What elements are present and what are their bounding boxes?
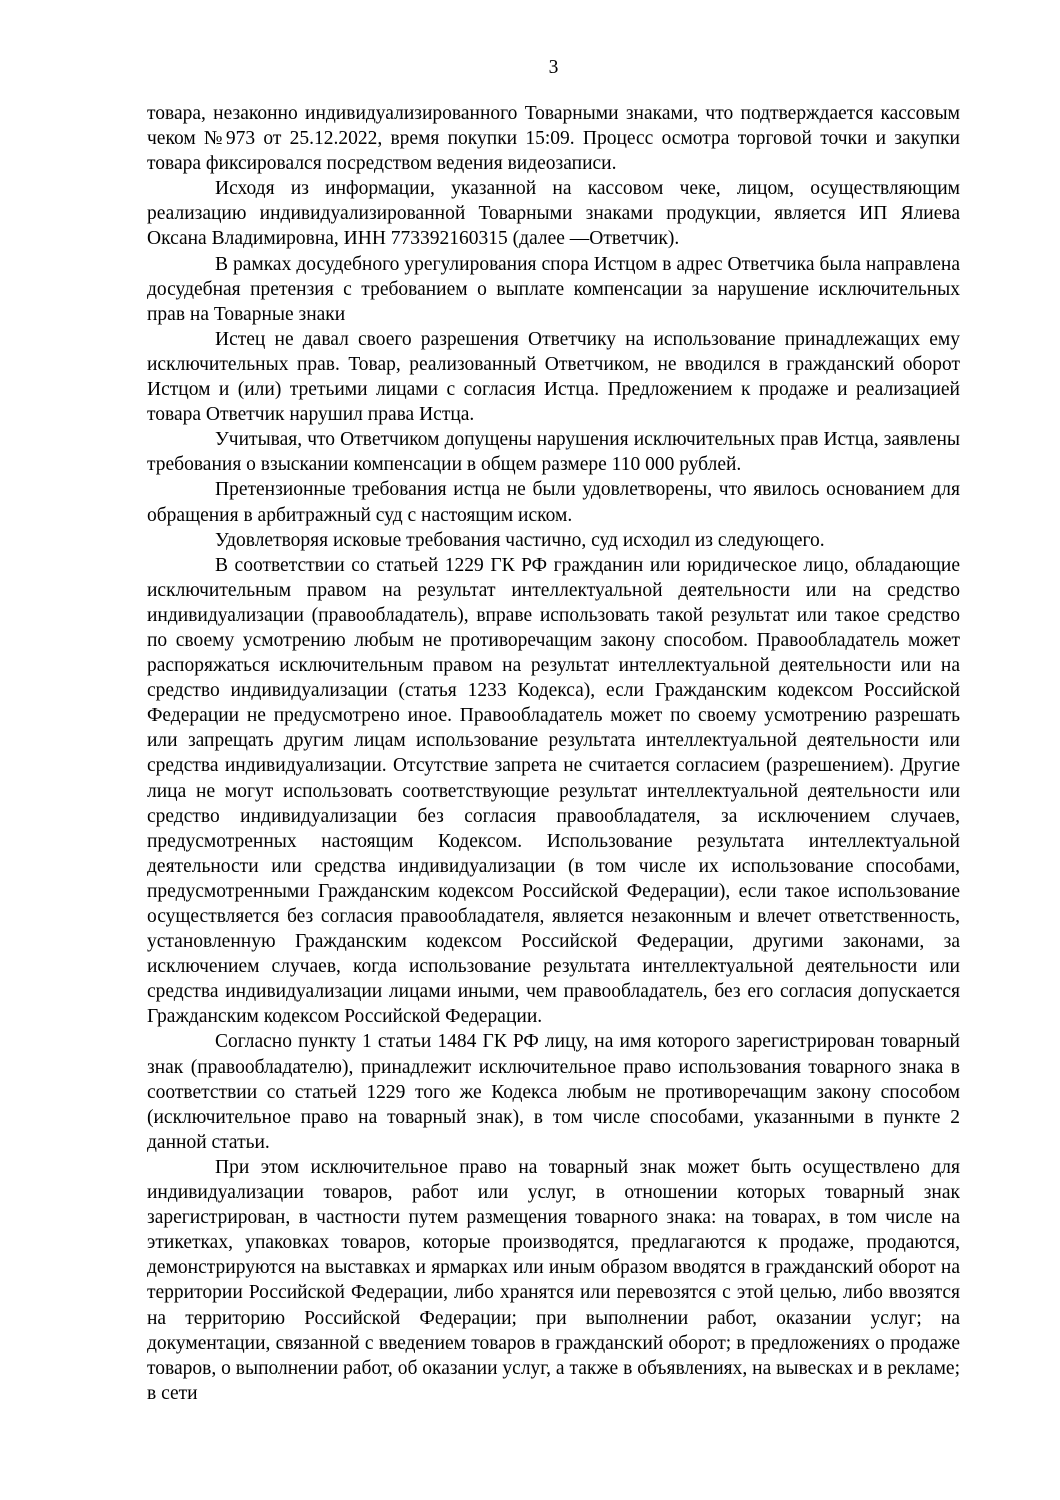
paragraph: Претензионные требования истца не были удовлетворены, что явилось основанием для обращения в арбитражный суд с настоящим иском.: [147, 479, 960, 526]
page-number: 3: [548, 57, 559, 78]
paragraph: Согласно пункту 1 статьи 1484 ГК РФ лицу, на имя которого зарегистрирован товарный знак (правообладателю), принадлежит исключительное право использования товарного знака в соответствии со статьей 1229 того же Кодекса любым не противоречащим закону способом (исключительное право на товарный знак), в том числе способами, указанными в пункте 2 данной статьи.: [147, 1031, 960, 1153]
paragraph: В соответствии со статьей 1229 ГК РФ гражданин или юридическое лицо, обладающие исключительным правом на результат интеллектуальной деятельности или на средство индивидуализации (правообладатель), вправе использовать такой результат или такое средство по своему усмотрению любым не противоречащим закону способом. Правообладатель может распоряжаться исключительным правом на результат интеллектуальной деятельности или на средство индивидуализации (статья 1233 Кодекса), если Гражданским кодексом Российской Федерации не предусмотрено иное. Правообладатель может по своему усмотрению разрешать или запрещать другим лицам использование результата интеллектуальной деятельности или средства индивидуализации. Отсутствие запрета не считается согласием (разрешением). Другие лица не могут использовать соответствующие результат интеллектуальной деятельности или средство индивидуализации без согласия правообладателя, за исключением случаев, предусмотренных настоящим Кодексом. Использование результата интеллектуальной деятельности или средства индивидуализации (в том числе их использование способами, предусмотренными Гражданским кодексом Российской Федерации), если такое использование осуществляется без согласия правообладателя, является незаконным и влечет ответственность, установленную Гражданским кодексом Российской Федерации, другими законами, за исключением случаев, когда использование результата интеллектуальной деятельности или средства индивидуализации лицами иными, чем правообладатель, без его согласия допускается Гражданским кодексом Российской Федерации.: [147, 554, 960, 1028]
paragraph: Учитывая, что Ответчиком допущены нарушения исключительных прав Истца, заявлены требования о взыскании компенсации в общем размере 110 000 рублей.: [147, 429, 960, 476]
paragraph: В рамках досудебного урегулирования спора Истцом в адрес Ответчика была направлена досудебная претензия с требованием о выплате компенсации за нарушение исключительных прав на Товарные знаки: [147, 253, 960, 325]
paragraph: Исходя из информации, указанной на кассовом чеке, лицом, осуществляющим реализацию индивидуализированной Товарными знаками продукции, является ИП Ялиева Оксана Владимировна, ИНН 773392160315 (далее —Ответчик).: [147, 178, 960, 250]
document-body: [147, 101, 960, 1406]
paragraph: Удовлетворяя исковые требования частично, суд исходил из следующего.: [215, 529, 825, 551]
paragraph-continuation: товара, незаконно индивидуализированного Товарными знаками, что подтверждается кассовым чеком №973 от 25.12.2022, время покупки 15:09. Процесс осмотра торговой точки и закупки товара фиксировался посредством ведения видеозаписи.: [147, 103, 960, 175]
paragraph: Истец не давал своего разрешения Ответчику на использование принадлежащих ему исключительных прав. Товар, реализованный Ответчиком, не вводился в гражданский оборот Истцом и (или) третьими лицами с согласия Истца. Предложением к продаже и реализацией товара Ответчик нарушил права Истца.: [147, 328, 960, 426]
paragraph: При этом исключительное право на товарный знак может быть осуществлено для индивидуализации товаров, работ или услуг, в отношении которых товарный знак зарегистрирован, в частности путем размещения товарного знака: на товарах, в том числе на этикетках, упаковках товаров, которые производятся, предлагаются к продаже, продаются, демонстрируются на выставках и ярмарках или иным образом вводятся в гражданский оборот на территории Российской Федерации, либо хранятся или перевозятся с этой целью, либо ввозятся на территорию Российской Федерации; при выполнении работ, оказании услуг; на документации, связанной с введением товаров в гражданский оборот; в предложениях о продаже товаров, о выполнении работ, об оказании услуг, а также в объявлениях, на вывесках и в рекламе; в сети: [147, 1156, 960, 1404]
